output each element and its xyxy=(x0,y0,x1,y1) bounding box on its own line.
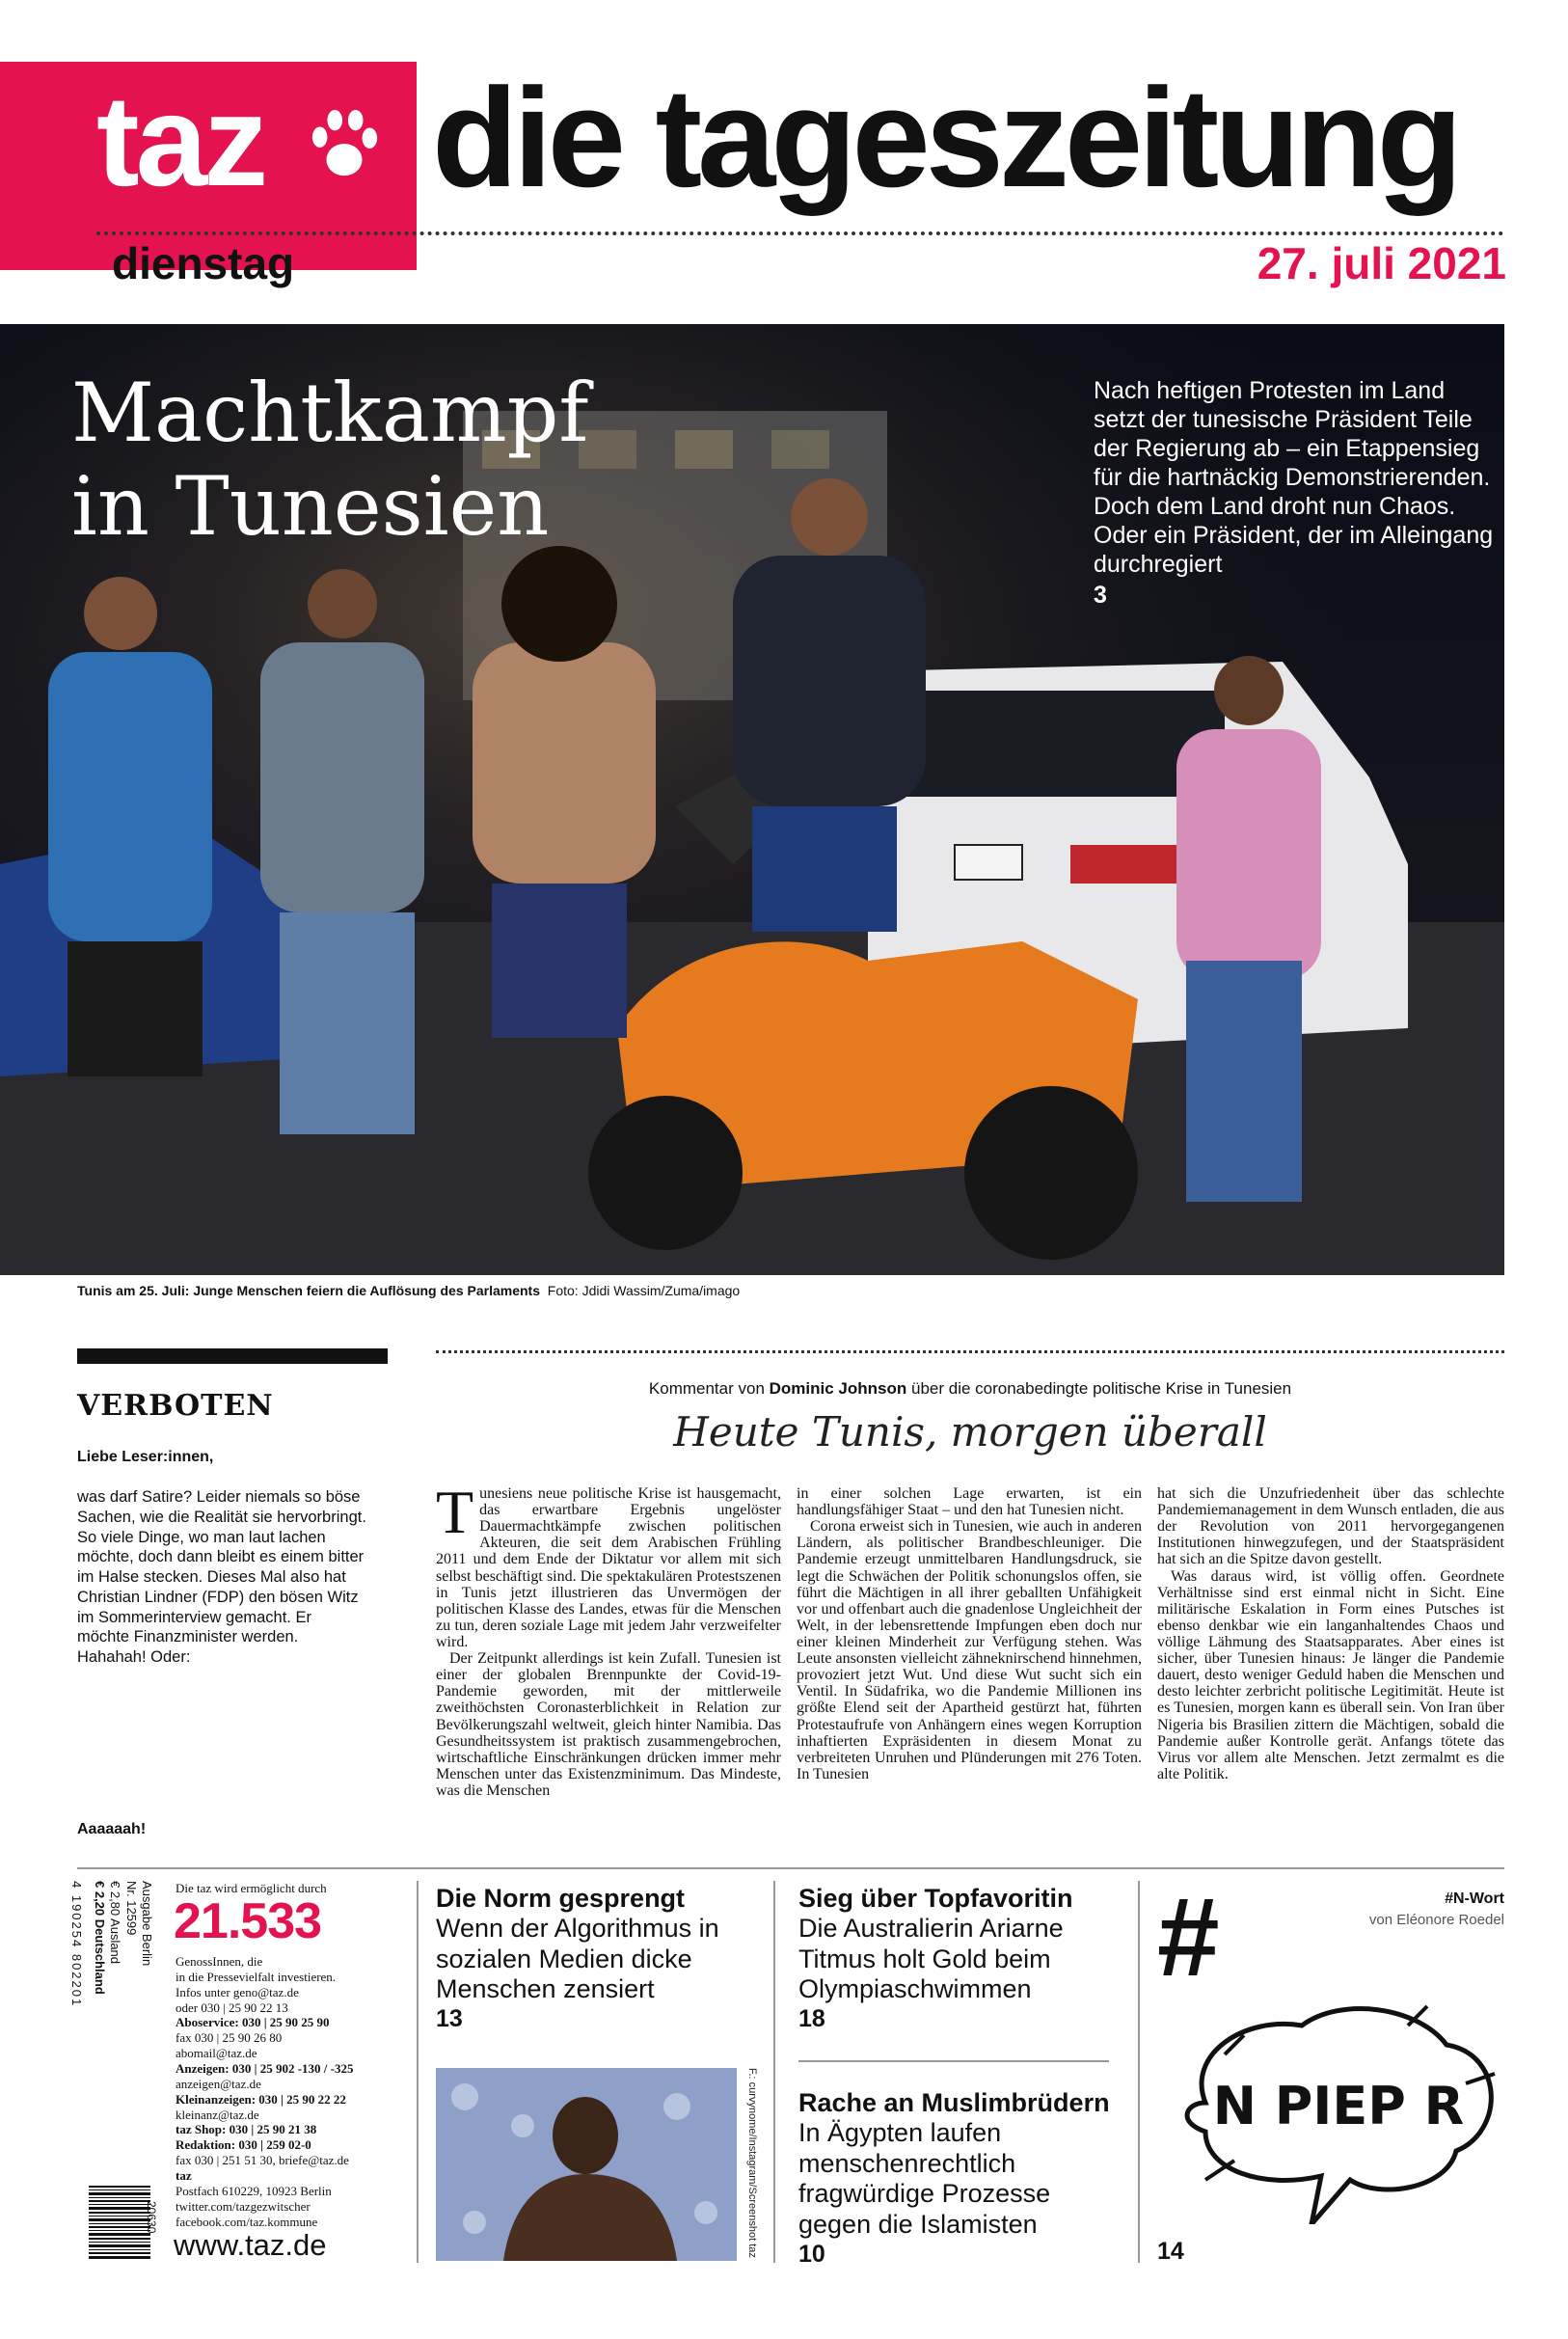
barcode-digits: 4 190254 802201 xyxy=(69,1881,84,2008)
speech-bubble-icon xyxy=(1167,1997,1514,2224)
contact-line: oder 030 | 25 90 22 13 xyxy=(176,1999,288,2015)
contact-line: kleinanz@taz.de xyxy=(176,2107,259,2122)
column-separator xyxy=(773,1881,775,2263)
article-teaser-norm[interactable] xyxy=(436,1885,754,2033)
subscriber-label: Die taz wird ermöglicht durch xyxy=(176,1881,327,1895)
col2-paragraph-2: Corona erweist sich in Tunesien, wie auch in anderen Ländern, als politischer Brandbeschleuniger. Die Pandemie erzeugt unmittelbaren Handlungsdruck, sie legt die Schwächen der Politik schonungslos offen, sie führt die Mächtigen in all ihrer geballten Unfähigkeit vor und offenbart auch die gnadenlose Ungleichheit der Welt, in der lebensrettende Impfungen eben doch nur einer kleinen Minderheit zur Verfügung stehen. Was Leute ansonsten vielleicht zähneknirschend hinnehmen, provoziert jetzt Wut. Und diese Wut sucht sich ein Ventil. In Südafrika, wo die Pandemie Millionen ins größte Elend seit der Apartheid gestürzt hat, führten Protestaufrufe von Anhängern eines wegen Korruption inhaftierten Expräsidenten in diesem Monat zu verbreiteten Unruhen und Plünderungen mit 276 Toten. In Tunesien xyxy=(797,1518,1142,1782)
lead-page-ref[interactable]: 3 xyxy=(1094,582,1107,609)
byline-author: Dominic Johnson xyxy=(769,1379,907,1398)
masthead-divider xyxy=(96,231,1504,235)
article-page: 18 xyxy=(798,2005,825,2033)
photo-caption xyxy=(77,1283,740,1298)
caption-text: Tunis am 25. Juli: Junge Menschen feiern die Auflösung des Parlaments xyxy=(77,1283,540,1298)
contact-line: fax 030 | 25 90 26 80 xyxy=(176,2030,283,2046)
hash-icon: # xyxy=(1157,1874,1220,1999)
contact-line: facebook.com/taz.kommune xyxy=(176,2214,318,2229)
subscriber-count: 21.533 xyxy=(174,1893,322,1949)
verboten-title: VERBOTEN xyxy=(77,1389,274,1423)
byline-suffix: über die coronabedingte politische Krise in Tunesien xyxy=(911,1379,1292,1398)
weekday: dienstag xyxy=(112,238,295,288)
article-teaser: Wenn der Algorithmus in sozialen Medien dicke Menschen zensiert xyxy=(436,1913,719,2004)
verboten-greeting: Liebe Leser:innen, xyxy=(77,1449,214,1465)
newspaper-title: die tageszeitung xyxy=(432,59,1458,216)
issue-date: 27. juli 2021 xyxy=(1257,238,1506,288)
verboten-ending: Aaaaaah! xyxy=(77,1821,147,1837)
column-separator xyxy=(1138,1881,1140,2263)
contact-line: Postfach 610229, 10923 Berlin xyxy=(176,2183,332,2198)
article-page: 13 xyxy=(436,2005,463,2033)
contact-line: abomail@taz.de xyxy=(176,2046,257,2061)
commentary-title[interactable]: Heute Tunis, morgen überall xyxy=(673,1408,1267,1455)
article-teaser-titmus[interactable] xyxy=(798,1885,1126,2033)
col1-paragraph: unesiens neue politische Krise ist hausgemacht, das erwartbare Ergebnis ungelöster Dauermachtkämpfe zwischen politischen Akteuren, die seit dem Arabischen Frühling 2011 und dem Ende der Diktatur vor allem mit sich selbst beschäftigt sind. Die spektakulären Protestszenen in Tunis jetzt illustrieren das Unvermögen der politischen Klasse des Landes, etwas für die Menschen zu tun, deren soziale Lage mit jedem Jahr verzweifelter wird. xyxy=(436,1485,781,1650)
contact-line: Infos unter geno@taz.de xyxy=(176,1984,299,1999)
contact-line: Anzeigen: 030 | 25 902 -130 / -325 xyxy=(176,2061,354,2077)
commentary-column-2 xyxy=(797,1485,1142,1782)
price-germany: € 2,20 Deutschland xyxy=(93,1881,108,1995)
col1-paragraph-2: Der Zeitpunkt allerdings ist kein Zufall. Tunesien ist einer der globalen Brennpunkte der Covid-19-Pandemie geworden, mit der mittlerweile zweithöchsten Coronasterblichkeit in Relation zur Bevölkerungszahl weltweit, gleich hinter Namibia. Das Gesundheitssystem ist praktisch zusammengebrochen, wirtschaftliche Einschränkungen drücken immer mehr Menschen unter das Existenzminimum. Das Mindeste, was die Menschen xyxy=(436,1650,781,1799)
article-teaser: In Ägypten laufen menschenrechtlich fragwürdige Prozesse gegen die Islamisten xyxy=(798,2117,1051,2240)
commentary-divider xyxy=(436,1350,1504,1353)
nwort-title[interactable]: #N-Wort xyxy=(1445,1890,1504,1907)
commentary-byline xyxy=(436,1379,1504,1399)
issue-number: Nr. 12599 xyxy=(123,1881,139,1936)
article-teaser: Die Australierin Ariarne Titmus holt Gold beim Olympiaschwimmen xyxy=(798,1913,1064,2004)
verboten-bar xyxy=(77,1348,388,1364)
contact-line: taz Shop: 030 | 25 90 21 38 xyxy=(176,2122,317,2137)
verboten-body: was darf Satire? Leider niemals so böse Sachen, wie die Realität sie hervorbringt. So viele Dinge, wo man laut lachen möchte, doch dann bleibt es einem bitter im Halse stecken. Dieses Mal also hat Christian Lindner (FDP) den bösen Witz im Sommerinterview gemacht. Er möchte Finanzminister werden. Hahahah! Oder: xyxy=(77,1488,366,1667)
nwort-author: von Eléonore Roedel xyxy=(1368,1912,1504,1928)
drop-cap: T xyxy=(436,1478,474,1546)
contact-line: taz xyxy=(176,2168,192,2184)
article-teaser-egypt[interactable] xyxy=(798,2089,1126,2269)
article-divider xyxy=(798,2060,1109,2062)
taz-logo[interactable]: taz xyxy=(96,69,265,213)
edition: Ausgabe Berlin xyxy=(140,1881,154,1967)
barcode-suffix: 20630 xyxy=(145,2201,158,2234)
lead-teaser-text: Nach heftigen Protesten im Land setzt der tunesische Präsident Teile der Regierung ab – ein Etappensieg für die hartnäckig Demonstrierenden. Doch dem Land droht nun Chaos. Oder ein Präsident, der im Alleingang durchregiert xyxy=(1094,377,1494,578)
barcode xyxy=(89,2186,150,2259)
col3-paragraph: hat sich die Unzufriedenheit über das schlechte Pandemiemanagement in dem Wunsch entladen, die aus der Revolution von 2011 hervorgegangenen Institutionen hinwegzufegen, und der Staatspräsident hat sich an die Spitze davon gestellt. xyxy=(1157,1485,1504,1568)
column-separator xyxy=(417,1881,419,2263)
contact-info xyxy=(176,1954,407,2229)
contact-line: Redaktion: 030 | 259 02-0 xyxy=(176,2137,311,2153)
article-page: 10 xyxy=(798,2241,825,2269)
price-abroad: € 2,80 Ausland xyxy=(108,1881,123,1965)
contact-line: in die Pressevielfalt investieren. xyxy=(176,1969,337,1984)
contact-line: Kleinanzeigen: 030 | 25 90 22 22 xyxy=(176,2091,346,2107)
article-headline: Rache an Muslimbrüdern xyxy=(798,2088,1110,2117)
bottom-divider xyxy=(77,1867,1504,1869)
website-link[interactable]: www.taz.de xyxy=(174,2228,327,2262)
col3-paragraph-2: Was daraus wird, ist völlig offen. Geordnete Verhältnisse sind erst einmal nicht in Sicht. Eine militärische Eskalation in Form eines Putsches ist ebenso denkbar wie ein langanhaltendes Chaos und völlige Lähmung des Staatsapparates. Aber eines ist sicher, über Tunesien hinaus: Je länger die Pandemie dauert, desto weniger Geduld haben die Menschen und desto leichter zerbricht politische Legitimität. Heute ist es Tunesien, morgen kann es überall sein. Von Iran über Nigeria bis Brasilien zittern die Mächtigen, sobald die Pandemie außer Kontrolle gerät. Anfangs tötete das Virus vor allem alte Menschen. Jetzt zermalmt es die alte Politik. xyxy=(1157,1567,1504,1782)
byline-prefix: Kommentar von xyxy=(648,1379,765,1398)
article-headline: Die Norm gesprengt xyxy=(436,1884,686,1913)
article-photo-credit: F.: curvynome/Instagram/Screenshot taz xyxy=(746,2068,758,2258)
contact-line: twitter.com/tazgezwitscher xyxy=(176,2198,311,2214)
commentary-column-1 xyxy=(436,1478,781,1799)
contact-line: anzeigen@taz.de xyxy=(176,2076,261,2091)
lead-teaser xyxy=(1094,376,1499,610)
photo-credit: Foto: Jdidi Wassim/Zuma/imago xyxy=(547,1283,741,1298)
nwort-page: 14 xyxy=(1157,2238,1184,2265)
paw-icon xyxy=(307,104,382,185)
article-headline: Sieg über Topfavoritin xyxy=(798,1884,1073,1913)
contact-line: Aboservice: 030 | 25 90 25 90 xyxy=(176,2015,330,2030)
lead-headline[interactable]: Machtkampf in Tunesien xyxy=(71,366,589,554)
contact-line: GenossInnen, die xyxy=(176,1954,263,1969)
contact-line: fax 030 | 251 51 30, briefe@taz.de xyxy=(176,2153,349,2168)
col2-paragraph: in einer solchen Lage erwarten, ist ein handlungsfähiger Staat – und den hat Tunesien nicht. xyxy=(797,1485,1142,1519)
article-photo[interactable] xyxy=(436,2068,737,2261)
bubble-text: N PIEP R xyxy=(1212,2076,1465,2136)
commentary-column-3 xyxy=(1157,1485,1504,1782)
